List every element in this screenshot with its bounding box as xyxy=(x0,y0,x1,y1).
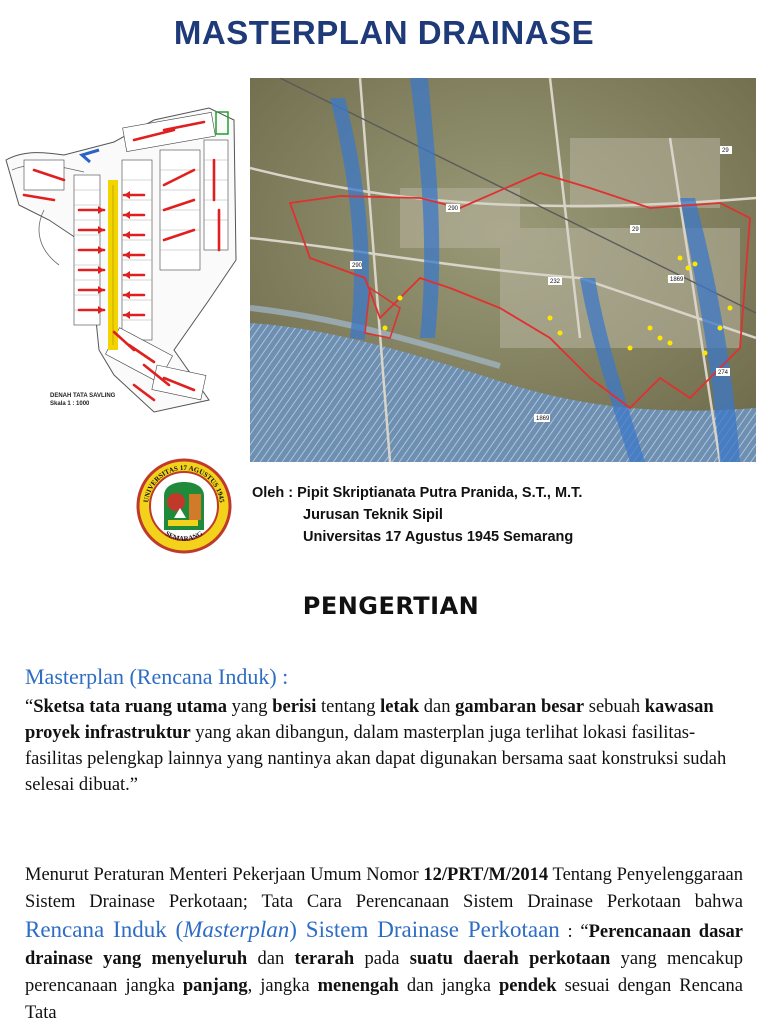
emphasis-text: menengah xyxy=(317,976,399,996)
highlight-term-italic: Masterplan xyxy=(183,917,290,942)
road-label-2: 290 xyxy=(352,263,363,269)
definition-heading: Masterplan (Rencana Induk) : xyxy=(25,664,289,689)
road-label-8: 29 xyxy=(722,148,729,154)
body-text: sesuai dengan Rencana Tata xyxy=(25,976,743,1023)
body-text: Menurut Peraturan Menteri Pekerjaan Umum Nomor xyxy=(25,865,424,885)
credits-university: Universitas 17 Agustus 1945 Semarang xyxy=(303,529,574,545)
body-text: pada xyxy=(354,949,410,969)
emphasis-text: letak xyxy=(380,697,420,717)
site-plan-caption-title: DENAH TATA SAVLING xyxy=(50,393,116,399)
emphasis-text: kawasan proyek infrastruktur xyxy=(25,697,714,743)
road-label-5: 232 xyxy=(550,279,561,285)
emphasis-text: Perencanaan dasar drainase yang menyeluruh xyxy=(25,922,743,969)
emphasis-text: gambaran besar xyxy=(455,697,585,717)
logo-text-bottom: SEMARANG xyxy=(163,529,205,543)
credits-author: Pipit Skriptianata Putra Pranida, S.T., M.T. xyxy=(297,485,583,501)
definition-paragraph xyxy=(25,694,743,798)
body-text: dan jangka xyxy=(398,976,499,996)
emphasis-text: pendek xyxy=(498,976,557,996)
page-title: MASTERPLAN DRAINASE xyxy=(173,14,595,51)
emphasis-text: terarah xyxy=(294,949,355,969)
body-text: , jangka xyxy=(247,976,318,996)
highlight-term: Rencana Induk ( xyxy=(25,917,184,942)
body-text: yang xyxy=(226,697,273,717)
university-logo xyxy=(134,458,234,554)
section-heading: PENGERTIAN xyxy=(302,592,480,620)
body-text: : “ xyxy=(559,922,589,942)
emphasis-text: 12/PRT/M/2014 xyxy=(423,865,549,885)
drainage-site-plan xyxy=(4,100,246,420)
body-text: dan xyxy=(247,949,295,969)
road-label-6: 274 xyxy=(718,370,729,376)
site-plan-caption-scale: Skala 1 : 1000 xyxy=(50,401,90,407)
body-text: “ xyxy=(25,697,34,717)
regulation-paragraph xyxy=(25,862,743,1027)
highlight-term: ) Sistem Drainase Perkotaan xyxy=(289,917,560,942)
emphasis-text: panjang xyxy=(182,976,248,996)
body-text: tentang xyxy=(316,697,381,717)
body-text: dan xyxy=(419,697,456,717)
road-label-1: 290 xyxy=(448,206,459,212)
road-label-4: 1869 xyxy=(670,277,684,283)
emphasis-text: suatu daerah perkotaan xyxy=(409,949,611,969)
emphasis-text: Sketsa tata ruang utama xyxy=(33,697,227,717)
credits-by-label: Oleh : xyxy=(252,485,298,501)
credits-department: Jurusan Teknik Sipil xyxy=(303,507,443,523)
logo-text-top: UNIVERSITAS 17 AGUSTUS 1945 xyxy=(142,463,226,504)
road-label-7: 1869 xyxy=(536,416,550,422)
body-text: sebuah xyxy=(584,697,645,717)
author-credits xyxy=(252,482,582,548)
road-label-3: 29 xyxy=(632,227,639,233)
body-text: Tentang Penyelenggaraan Sistem Drainase Perkotaan; Tata Cara Perencanaan Sistem Drainase Perkotaan bahwa xyxy=(25,865,743,912)
aerial-drainage-map xyxy=(250,78,756,462)
body-text: yang akan dibangun, dalam masterplan juga terlihat lokasi fasilitas-fasilitas pelengkap lainnya yang nantinya akan dapat digunakan bersama saat konstruksi sudah selesai dibuat.” xyxy=(25,723,727,795)
body-text: yang mencakup perencanaan jangka xyxy=(25,949,743,996)
emphasis-text: berisi xyxy=(272,697,317,717)
site-plan-caption xyxy=(50,392,115,408)
